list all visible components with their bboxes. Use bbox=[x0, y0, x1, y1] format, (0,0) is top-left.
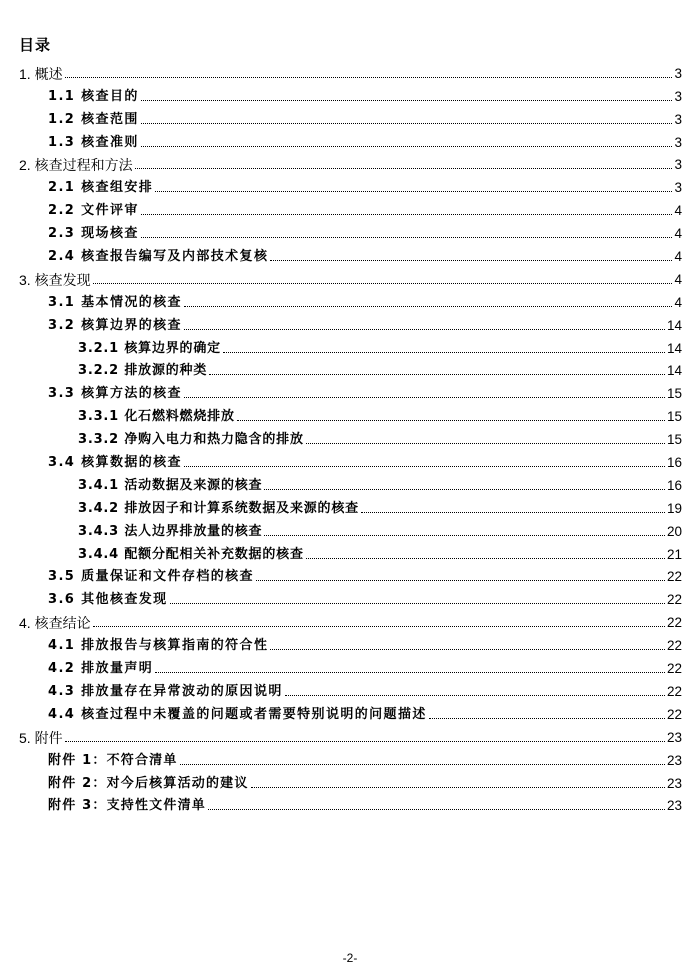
toc-entry[interactable] bbox=[0, 59, 700, 82]
toc-dot-leader bbox=[155, 672, 665, 673]
toc-dot-leader bbox=[223, 352, 665, 353]
toc-dot-leader bbox=[184, 329, 665, 330]
toc-entry-page: 22 bbox=[666, 638, 682, 654]
toc-entry-page: 14 bbox=[666, 317, 682, 333]
toc-dot-leader bbox=[65, 741, 665, 742]
toc-entry-page: 16 bbox=[666, 477, 682, 493]
toc-entry-label: 附件 3：支持性文件清单 bbox=[48, 798, 206, 814]
toc-entry[interactable] bbox=[0, 746, 700, 769]
toc-entry-label: 3.4.1 活动数据及来源的核查 bbox=[78, 477, 263, 493]
toc-entry[interactable] bbox=[0, 379, 700, 402]
toc-dot-leader bbox=[141, 100, 673, 101]
toc-entry-page: 22 bbox=[666, 661, 682, 677]
toc-entry-label: 3.2 核算边界的核查 bbox=[48, 317, 182, 333]
toc-dot-leader bbox=[141, 237, 673, 238]
toc-entry[interactable] bbox=[0, 219, 700, 242]
toc-dot-leader bbox=[180, 764, 665, 765]
toc-entry[interactable] bbox=[0, 173, 700, 196]
toc-dot-leader bbox=[93, 283, 673, 284]
toc-entry[interactable] bbox=[0, 288, 700, 311]
toc-dot-leader bbox=[184, 397, 665, 398]
toc-entry-label: 3.5 质量保证和文件存档的核查 bbox=[48, 569, 254, 585]
toc-entry[interactable] bbox=[0, 723, 700, 746]
toc-entry[interactable] bbox=[0, 540, 700, 563]
toc-entry-label: 3. 核查发现 bbox=[19, 271, 91, 288]
toc-entry-label: 4.2 排放量声明 bbox=[48, 661, 154, 677]
toc-entry-label: 5. 附件 bbox=[19, 729, 63, 746]
toc-dot-leader bbox=[429, 718, 665, 719]
toc-dot-leader bbox=[237, 420, 665, 421]
toc-entry[interactable] bbox=[0, 105, 700, 128]
toc-dot-leader bbox=[141, 123, 673, 124]
toc-entry-label: 3.3 核算方法的核查 bbox=[48, 386, 182, 402]
toc-entry[interactable] bbox=[0, 151, 700, 174]
toc-entry-page: 4 bbox=[674, 294, 682, 310]
toc-entry-page: 15 bbox=[666, 386, 682, 402]
toc-entry-page: 22 bbox=[666, 615, 682, 631]
toc-dot-leader bbox=[155, 191, 672, 192]
toc-entry-page: 4 bbox=[674, 226, 682, 242]
toc-entry[interactable] bbox=[0, 334, 700, 357]
toc-entry-page: 23 bbox=[666, 775, 682, 791]
toc-dot-leader bbox=[306, 558, 665, 559]
toc-entry-page: 4 bbox=[674, 203, 682, 219]
toc-dot-leader bbox=[184, 306, 673, 307]
toc-entry-page: 15 bbox=[666, 432, 682, 448]
toc-entry[interactable] bbox=[0, 792, 700, 815]
toc-entry-label: 1. 概述 bbox=[19, 65, 63, 82]
toc-entry[interactable] bbox=[0, 563, 700, 586]
toc-dot-leader bbox=[306, 443, 665, 444]
toc-entry[interactable] bbox=[0, 677, 700, 700]
toc-entry-page: 3 bbox=[674, 111, 682, 127]
toc-entry-label: 2.2 文件评审 bbox=[48, 203, 139, 219]
toc-entry[interactable] bbox=[0, 585, 700, 608]
toc-entry[interactable] bbox=[0, 311, 700, 334]
toc-entry-label: 1.1 核查目的 bbox=[48, 88, 139, 104]
toc-entry[interactable] bbox=[0, 494, 700, 517]
toc-entry[interactable] bbox=[0, 357, 700, 380]
toc-dot-leader bbox=[285, 695, 665, 696]
table-of-contents bbox=[0, 59, 700, 814]
toc-entry-label: 附件 2：对今后核算活动的建议 bbox=[48, 775, 249, 791]
toc-entry-label: 2.3 现场核查 bbox=[48, 226, 139, 242]
page-number-footer: -2- bbox=[342, 951, 358, 965]
toc-dot-leader bbox=[141, 214, 673, 215]
toc-entry-label: 3.4.3 法人边界排放量的核查 bbox=[78, 523, 263, 539]
toc-dot-leader bbox=[264, 535, 665, 536]
toc-entry-page: 22 bbox=[666, 706, 682, 722]
toc-entry-label: 2.4 核查报告编写及内部技术复核 bbox=[48, 249, 269, 265]
toc-entry-page: 23 bbox=[666, 798, 682, 814]
toc-entry-label: 4. 核查结论 bbox=[19, 615, 91, 632]
toc-dot-leader bbox=[141, 146, 673, 147]
toc-entry-page: 23 bbox=[666, 729, 682, 745]
toc-entry-page: 22 bbox=[666, 683, 682, 699]
toc-entry-label: 1.2 核查范围 bbox=[48, 111, 139, 127]
toc-entry[interactable] bbox=[0, 265, 700, 288]
toc-dot-leader bbox=[135, 168, 673, 169]
toc-entry[interactable] bbox=[0, 631, 700, 654]
toc-entry-label: 3.1 基本情况的核查 bbox=[48, 294, 182, 310]
toc-entry-page: 3 bbox=[674, 88, 682, 104]
toc-entry-page: 4 bbox=[674, 271, 682, 287]
toc-entry[interactable] bbox=[0, 471, 700, 494]
toc-entry-label: 3.6 其他核查发现 bbox=[48, 592, 168, 608]
toc-entry[interactable] bbox=[0, 654, 700, 677]
toc-dot-leader bbox=[264, 489, 665, 490]
toc-dot-leader bbox=[170, 603, 665, 604]
toc-entry-label: 1.3 核查准则 bbox=[48, 134, 139, 150]
toc-dot-leader bbox=[251, 787, 665, 788]
toc-entry-page: 19 bbox=[666, 500, 682, 516]
toc-entry-label: 3.3.1 化石燃料燃烧排放 bbox=[78, 409, 235, 425]
toc-entry-label: 附件 1：不符合清单 bbox=[48, 752, 178, 768]
toc-entry[interactable] bbox=[0, 608, 700, 631]
toc-entry-page: 3 bbox=[674, 157, 682, 173]
toc-entry-label: 2.1 核查组安排 bbox=[48, 180, 154, 196]
toc-entry-page: 3 bbox=[674, 180, 682, 196]
toc-dot-leader bbox=[270, 260, 672, 261]
toc-entry-page: 14 bbox=[666, 340, 682, 356]
toc-entry-page: 4 bbox=[674, 249, 682, 265]
toc-entry[interactable] bbox=[0, 196, 700, 219]
toc-dot-leader bbox=[270, 649, 665, 650]
toc-heading: 目录 bbox=[19, 36, 52, 54]
toc-entry[interactable] bbox=[0, 448, 700, 471]
toc-dot-leader bbox=[208, 809, 665, 810]
toc-entry-label: 4.4 核查过程中未覆盖的问题或者需要特别说明的问题描述 bbox=[48, 706, 427, 722]
toc-dot-leader bbox=[184, 466, 665, 467]
toc-entry-label: 4.3 排放量存在异常波动的原因说明 bbox=[48, 683, 283, 699]
toc-dot-leader bbox=[209, 374, 665, 375]
toc-entry-page: 15 bbox=[666, 409, 682, 425]
toc-entry[interactable] bbox=[0, 425, 700, 448]
toc-dot-leader bbox=[65, 77, 673, 78]
toc-entry-page: 22 bbox=[666, 569, 682, 585]
toc-entry-page: 3 bbox=[674, 65, 682, 81]
toc-entry[interactable] bbox=[0, 769, 700, 792]
toc-entry-page: 21 bbox=[666, 546, 682, 562]
toc-entry[interactable] bbox=[0, 517, 700, 540]
toc-entry[interactable] bbox=[0, 242, 700, 265]
toc-dot-leader bbox=[361, 512, 665, 513]
toc-entry-label: 3.4 核算数据的核查 bbox=[48, 455, 182, 471]
toc-entry[interactable] bbox=[0, 402, 700, 425]
toc-dot-leader bbox=[256, 580, 665, 581]
toc-entry[interactable] bbox=[0, 82, 700, 105]
toc-entry-page: 16 bbox=[666, 455, 682, 471]
toc-dot-leader bbox=[93, 626, 665, 627]
toc-entry-page: 23 bbox=[666, 752, 682, 768]
toc-entry-page: 22 bbox=[666, 592, 682, 608]
toc-entry-label: 2. 核查过程和方法 bbox=[19, 157, 133, 174]
toc-entry-page: 3 bbox=[674, 134, 682, 150]
toc-entry-label: 3.2.2 排放源的种类 bbox=[78, 363, 208, 379]
toc-entry-label: 3.2.1 核算边界的确定 bbox=[78, 340, 221, 356]
toc-entry-page: 20 bbox=[666, 523, 682, 539]
toc-entry-label: 3.4.2 排放因子和计算系统数据及来源的核查 bbox=[78, 500, 359, 516]
toc-entry-label: 3.3.2 净购入电力和热力隐含的排放 bbox=[78, 432, 304, 448]
toc-entry-label: 3.4.4 配额分配相关补充数据的核查 bbox=[78, 546, 304, 562]
toc-entry-page: 14 bbox=[666, 363, 682, 379]
toc-entry-label: 4.1 排放报告与核算指南的符合性 bbox=[48, 638, 269, 654]
toc-entry[interactable] bbox=[0, 128, 700, 151]
toc-entry[interactable] bbox=[0, 700, 700, 723]
